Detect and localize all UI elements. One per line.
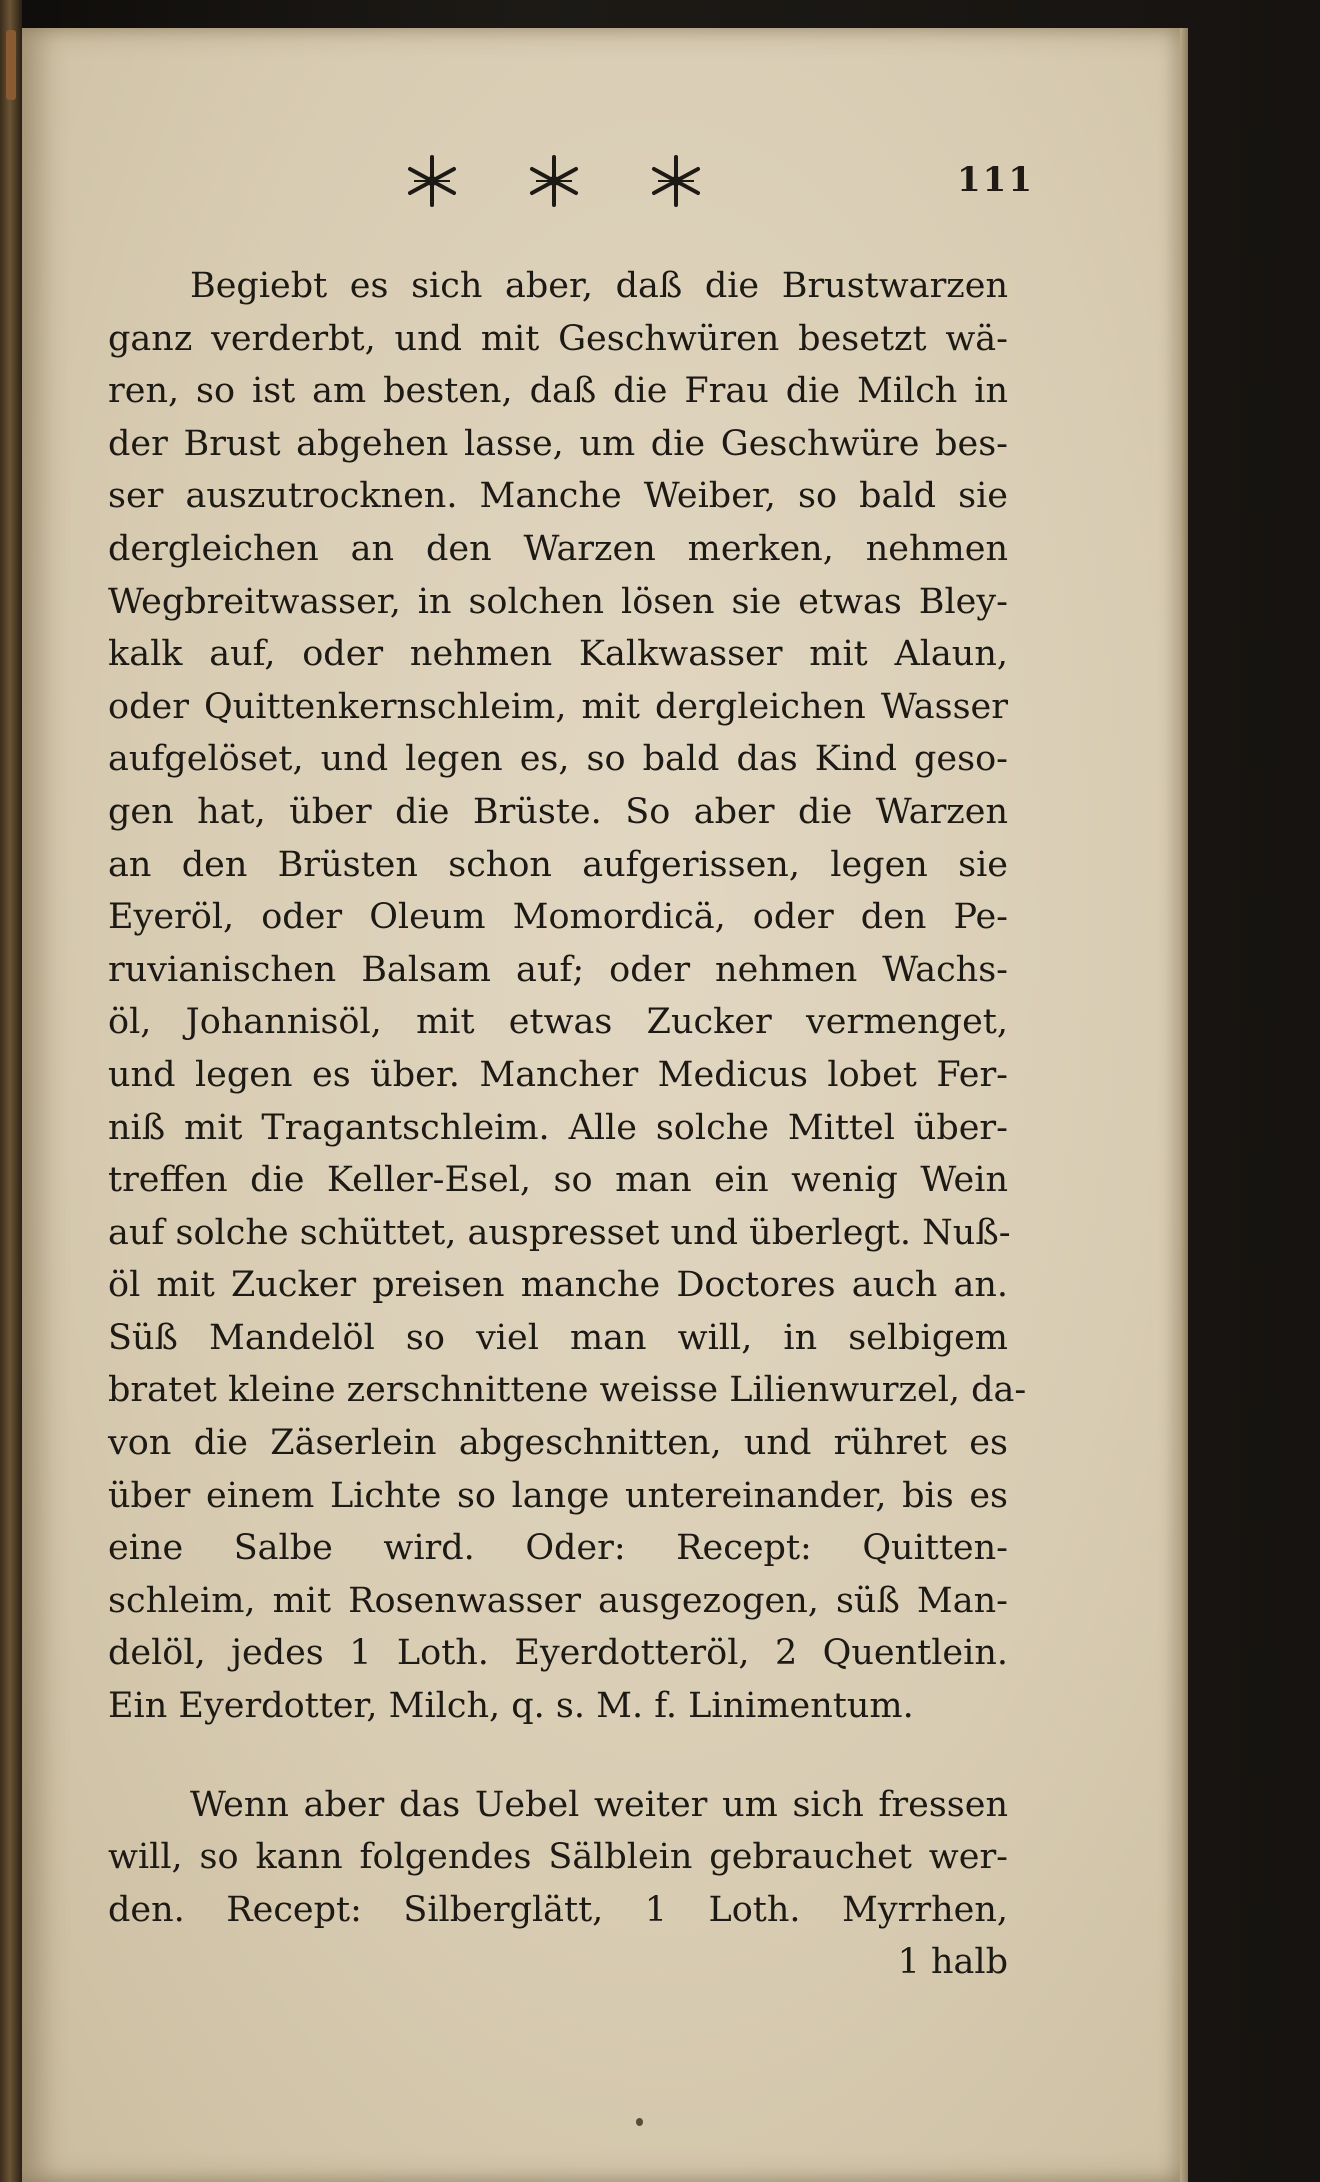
catchword: 1 halb — [897, 1942, 1008, 1983]
text-line: über einem Lichte so lange untereinander, bis es — [108, 1475, 1008, 1516]
binding-mark — [6, 30, 16, 100]
text-line: dergleichen an den Warzen merken, nehmen — [108, 528, 1008, 569]
asterisk-ornament-icon — [404, 153, 460, 209]
text-line: Ein Eyerdotter, Milch, q. s. M. f. Linimentum. — [108, 1686, 914, 1727]
text-line: auf solche schüttet, auspresset und überlegt. Nuß- — [108, 1212, 1011, 1253]
text-line: niß mit Tragantschleim. Alle solche Mittel über- — [108, 1107, 1008, 1148]
text-line: der Brust abgehen lasse, um die Geschwüre bes- — [108, 423, 1008, 464]
text-line: den. Recept: Silberglätt, 1 Loth. Myrrhen, — [108, 1889, 1008, 1930]
text-line: ganz verderbt, und mit Geschwüren besetzt wä- — [108, 318, 1008, 359]
text-line: ruvianischen Balsam auf; oder nehmen Wachs- — [108, 949, 1008, 990]
text-line: gen hat, über die Brüste. So aber die Warzen — [108, 791, 1008, 832]
text-line: an den Brüsten schon aufgerissen, legen sie — [108, 844, 1008, 885]
header-ornaments — [404, 146, 704, 216]
paragraph-gap — [108, 1733, 1008, 1779]
body-text — [108, 260, 1027, 1989]
text-line: öl mit Zucker preisen manche Doctores auch an. — [108, 1265, 1008, 1306]
ink-speck — [636, 2118, 643, 2126]
text-line: kalk auf, oder nehmen Kalkwasser mit Alaun, — [108, 634, 1008, 675]
text-line: ser auszutrocknen. Manche Weiber, so bald sie — [108, 476, 1008, 517]
text-line: ren, so ist am besten, daß die Frau die Milch in — [108, 371, 1008, 412]
text-line: delöl, jedes 1 Loth. Eyerdotteröl, 2 Quentlein. — [108, 1633, 1008, 1674]
text-line: treffen die Keller-Esel, so man ein wenig Wein — [108, 1160, 1008, 1201]
text-line: schleim, mit Rosenwasser ausgezogen, süß Man- — [108, 1580, 1008, 1621]
text-line: von die Zäserlein abgeschnitten, und rühret es — [108, 1423, 1008, 1464]
asterisk-ornament-icon — [648, 153, 704, 209]
text-line: eine Salbe wird. Oder: Recept: Quitten- — [108, 1528, 1008, 1569]
text-line: öl, Johannisöl, mit etwas Zucker vermenget, — [108, 1002, 1008, 1043]
paragraph — [108, 1779, 1008, 1989]
page-number: 111 — [957, 160, 1034, 200]
text-line: Eyeröl, oder Oleum Momordicä, oder den Pe- — [108, 897, 1008, 938]
paragraph — [108, 260, 1027, 1733]
asterisk-ornament-icon — [526, 153, 582, 209]
text-line: oder Quittenkernschleim, mit dergleichen Wasser — [108, 686, 1008, 727]
page-header — [22, 146, 1180, 216]
text-line: bratet kleine zerschnittene weisse Lilienwurzel, da- — [108, 1370, 1027, 1411]
book-page — [22, 28, 1180, 2182]
page-edge — [1180, 28, 1188, 2182]
text-line: will, so kann folgendes Sälblein gebrauchet wer- — [108, 1837, 1008, 1878]
text-line: Begiebt es sich aber, daß die Brustwarzen — [190, 266, 1008, 306]
text-line: und legen es über. Mancher Medicus lobet Fer- — [108, 1054, 1008, 1095]
text-line: aufgelöset, und legen es, so bald das Kind geso- — [108, 739, 1008, 780]
book-gutter — [0, 0, 22, 2182]
text-line: Wenn aber das Uebel weiter um sich fressen — [190, 1784, 1008, 1825]
text-line: Wegbreitwasser, in solchen lösen sie etwas Bley- — [108, 581, 1008, 622]
text-line: Süß Mandelöl so viel man will, in selbigem — [108, 1317, 1008, 1358]
